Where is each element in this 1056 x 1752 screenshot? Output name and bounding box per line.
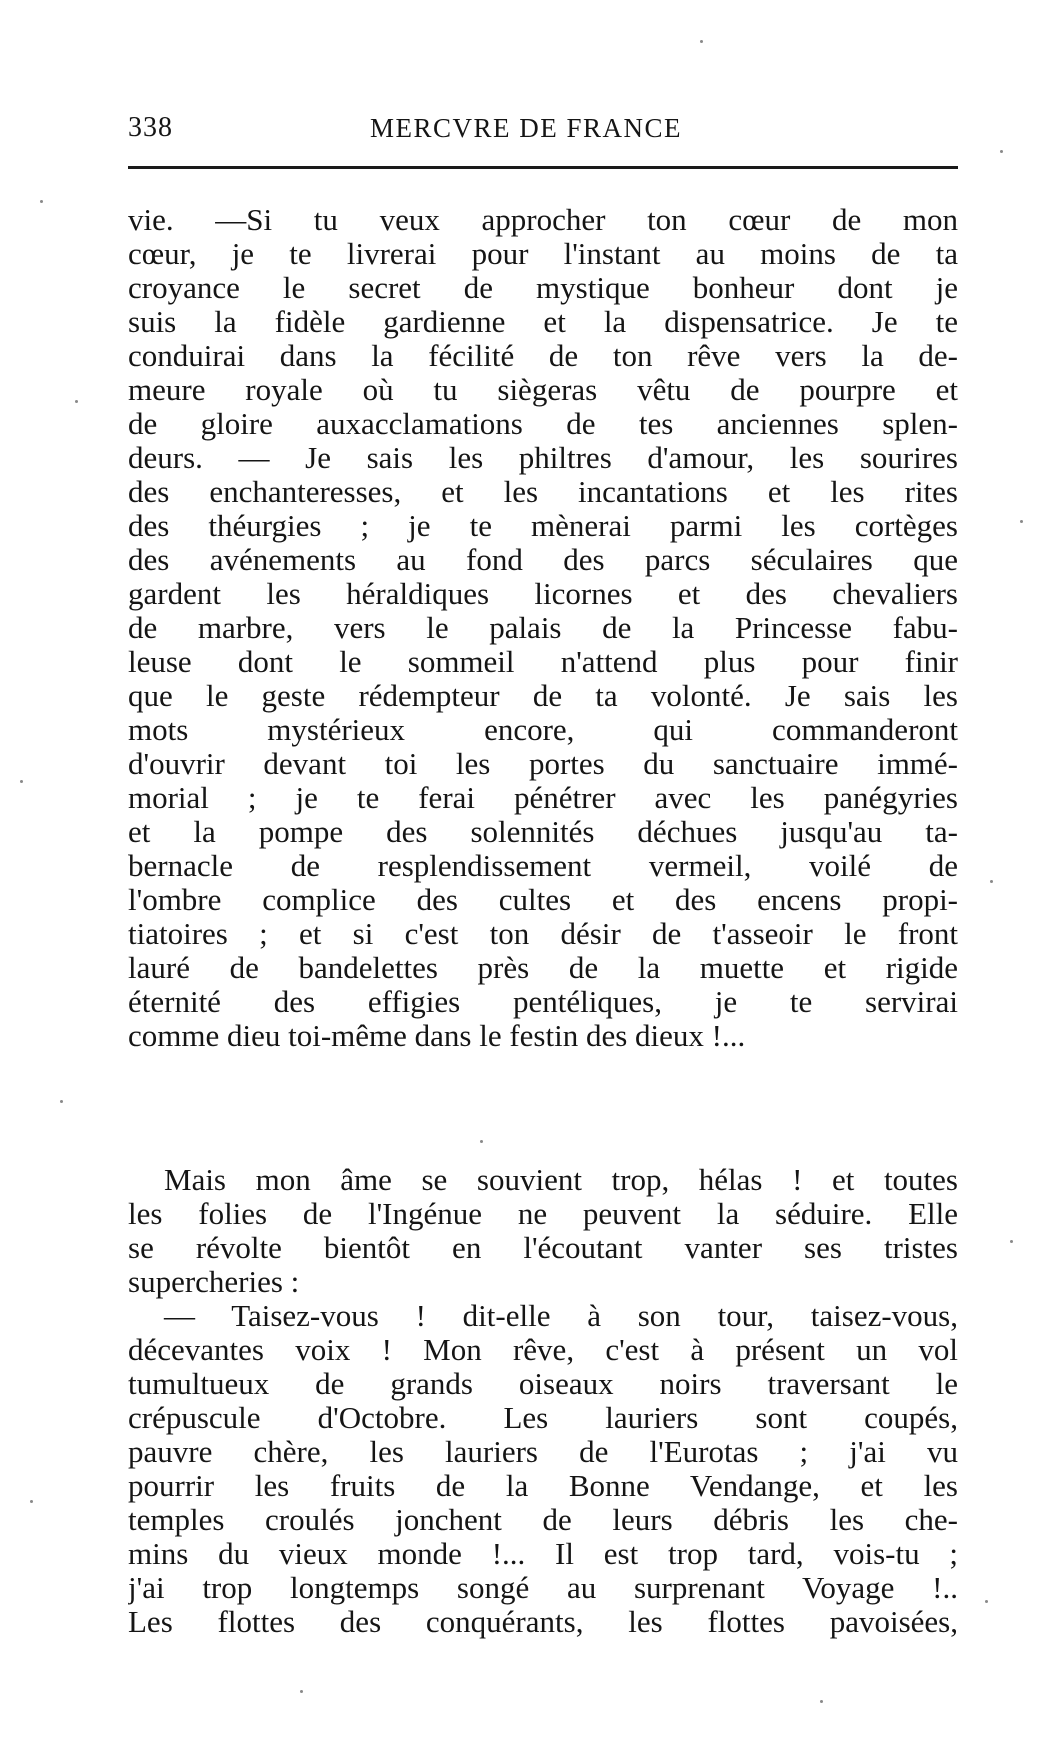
scan-speck: [40, 200, 43, 203]
text-line: vie. —Si tu veux approcher ton cœur de mon: [128, 203, 958, 237]
text-line: Les flottes des conquérants, les flottes pavoisées,: [128, 1605, 958, 1639]
page-number: 338: [128, 112, 173, 143]
text-line: de marbre, vers le palais de la Princesse fabu-: [128, 611, 958, 645]
scan-speck: [1010, 1240, 1013, 1243]
scan-speck: [30, 1500, 33, 1503]
text-line: pauvre chère, les lauriers de l'Eurotas ; j'ai vu: [128, 1435, 958, 1469]
scan-speck: [820, 1700, 823, 1703]
text-line: mins du vieux monde !... Il est trop tard, vois-tu ;: [128, 1537, 958, 1571]
text-line: j'ai trop longtemps songé au surprenant Voyage !..: [128, 1571, 958, 1605]
text-line: gardent les héraldiques licornes et des chevaliers: [128, 577, 958, 611]
text-line: lauré de bandelettes près de la muette et rigide: [128, 951, 958, 985]
text-line: se révolte bientôt en l'écoutant vanter ses tristes: [128, 1231, 958, 1265]
text-line: pourrir les fruits de la Bonne Vendange, et les: [128, 1469, 958, 1503]
text-line: leuse dont le sommeil n'attend plus pour finir: [128, 645, 958, 679]
text-line: que le geste rédempteur de ta volonté. Je sais les: [128, 679, 958, 713]
scan-speck: [480, 1140, 483, 1143]
scan-speck: [700, 40, 703, 43]
text-line: et la pompe des solennités déchues jusqu'au ta-: [128, 815, 958, 849]
text-line: tumultueux de grands oiseaux noirs traversant le: [128, 1367, 958, 1401]
scan-speck: [1020, 520, 1023, 523]
text-line: des avénements au fond des parcs séculaires que: [128, 543, 958, 577]
scan-speck: [985, 1600, 988, 1603]
text-line: meure royale où tu siègeras vêtu de pourpre et: [128, 373, 958, 407]
text-line: les folies de l'Ingénue ne peuvent la séduire. Elle: [128, 1197, 958, 1231]
text-line: cœur, je te livrerai pour l'instant au moins de ta: [128, 237, 958, 271]
text-line: croyance le secret de mystique bonheur dont je: [128, 271, 958, 305]
scan-speck: [20, 780, 23, 783]
text-line: temples croulés jonchent de leurs débris les che-: [128, 1503, 958, 1537]
text-line: conduirai dans la fécilité de ton rêve vers la de-: [128, 339, 958, 373]
page-header: [128, 112, 958, 152]
text-line: suis la fidèle gardienne et la dispensatrice. Je te: [128, 305, 958, 339]
paragraph-speech: [128, 203, 958, 1053]
scan-speck: [990, 880, 993, 883]
text-line: tiatoires ; et si c'est ton désir de t'asseoir le front: [128, 917, 958, 951]
paragraph-narration: [128, 1163, 958, 1639]
text-line: deurs. — Je sais les philtres d'amour, les sourires: [128, 441, 958, 475]
text-line: l'ombre complice des cultes et des encens propi-: [128, 883, 958, 917]
header-rule: [128, 166, 958, 169]
text-line: mots mystérieux encore, qui commanderont: [128, 713, 958, 747]
text-line: éternité des effigies pentéliques, je te servirai: [128, 985, 958, 1019]
text-line: comme dieu toi-même dans le festin des dieux !...: [128, 1019, 746, 1053]
text-line: supercheries :: [128, 1265, 300, 1299]
text-line: crépuscule d'Octobre. Les lauriers sont coupés,: [128, 1401, 958, 1435]
scan-speck: [1000, 150, 1003, 153]
text-line: bernacle de resplendissement vermeil, voilé de: [128, 849, 958, 883]
text-line: d'ouvrir devant toi les portes du sanctuaire immé-: [128, 747, 958, 781]
running-title: MERCVRE DE FRANCE: [370, 113, 683, 143]
scan-speck: [75, 400, 78, 403]
scan-speck: [300, 1690, 303, 1693]
text-line: des théurgies ; je te mènerai parmi les cortèges: [128, 509, 958, 543]
text-line: Mais mon âme se souvient trop, hélas ! et toutes: [164, 1163, 958, 1197]
scan-speck: [60, 1100, 63, 1103]
text-line: de gloire auxacclamations de tes anciennes splen-: [128, 407, 958, 441]
text-line: décevantes voix ! Mon rêve, c'est à présent un vol: [128, 1333, 958, 1367]
text-line: — Taisez-vous ! dit-elle à son tour, taisez-vous,: [164, 1299, 958, 1333]
text-line: des enchanteresses, et les incantations et les rites: [128, 475, 958, 509]
text-line: morial ; je te ferai pénétrer avec les panégyries: [128, 781, 958, 815]
